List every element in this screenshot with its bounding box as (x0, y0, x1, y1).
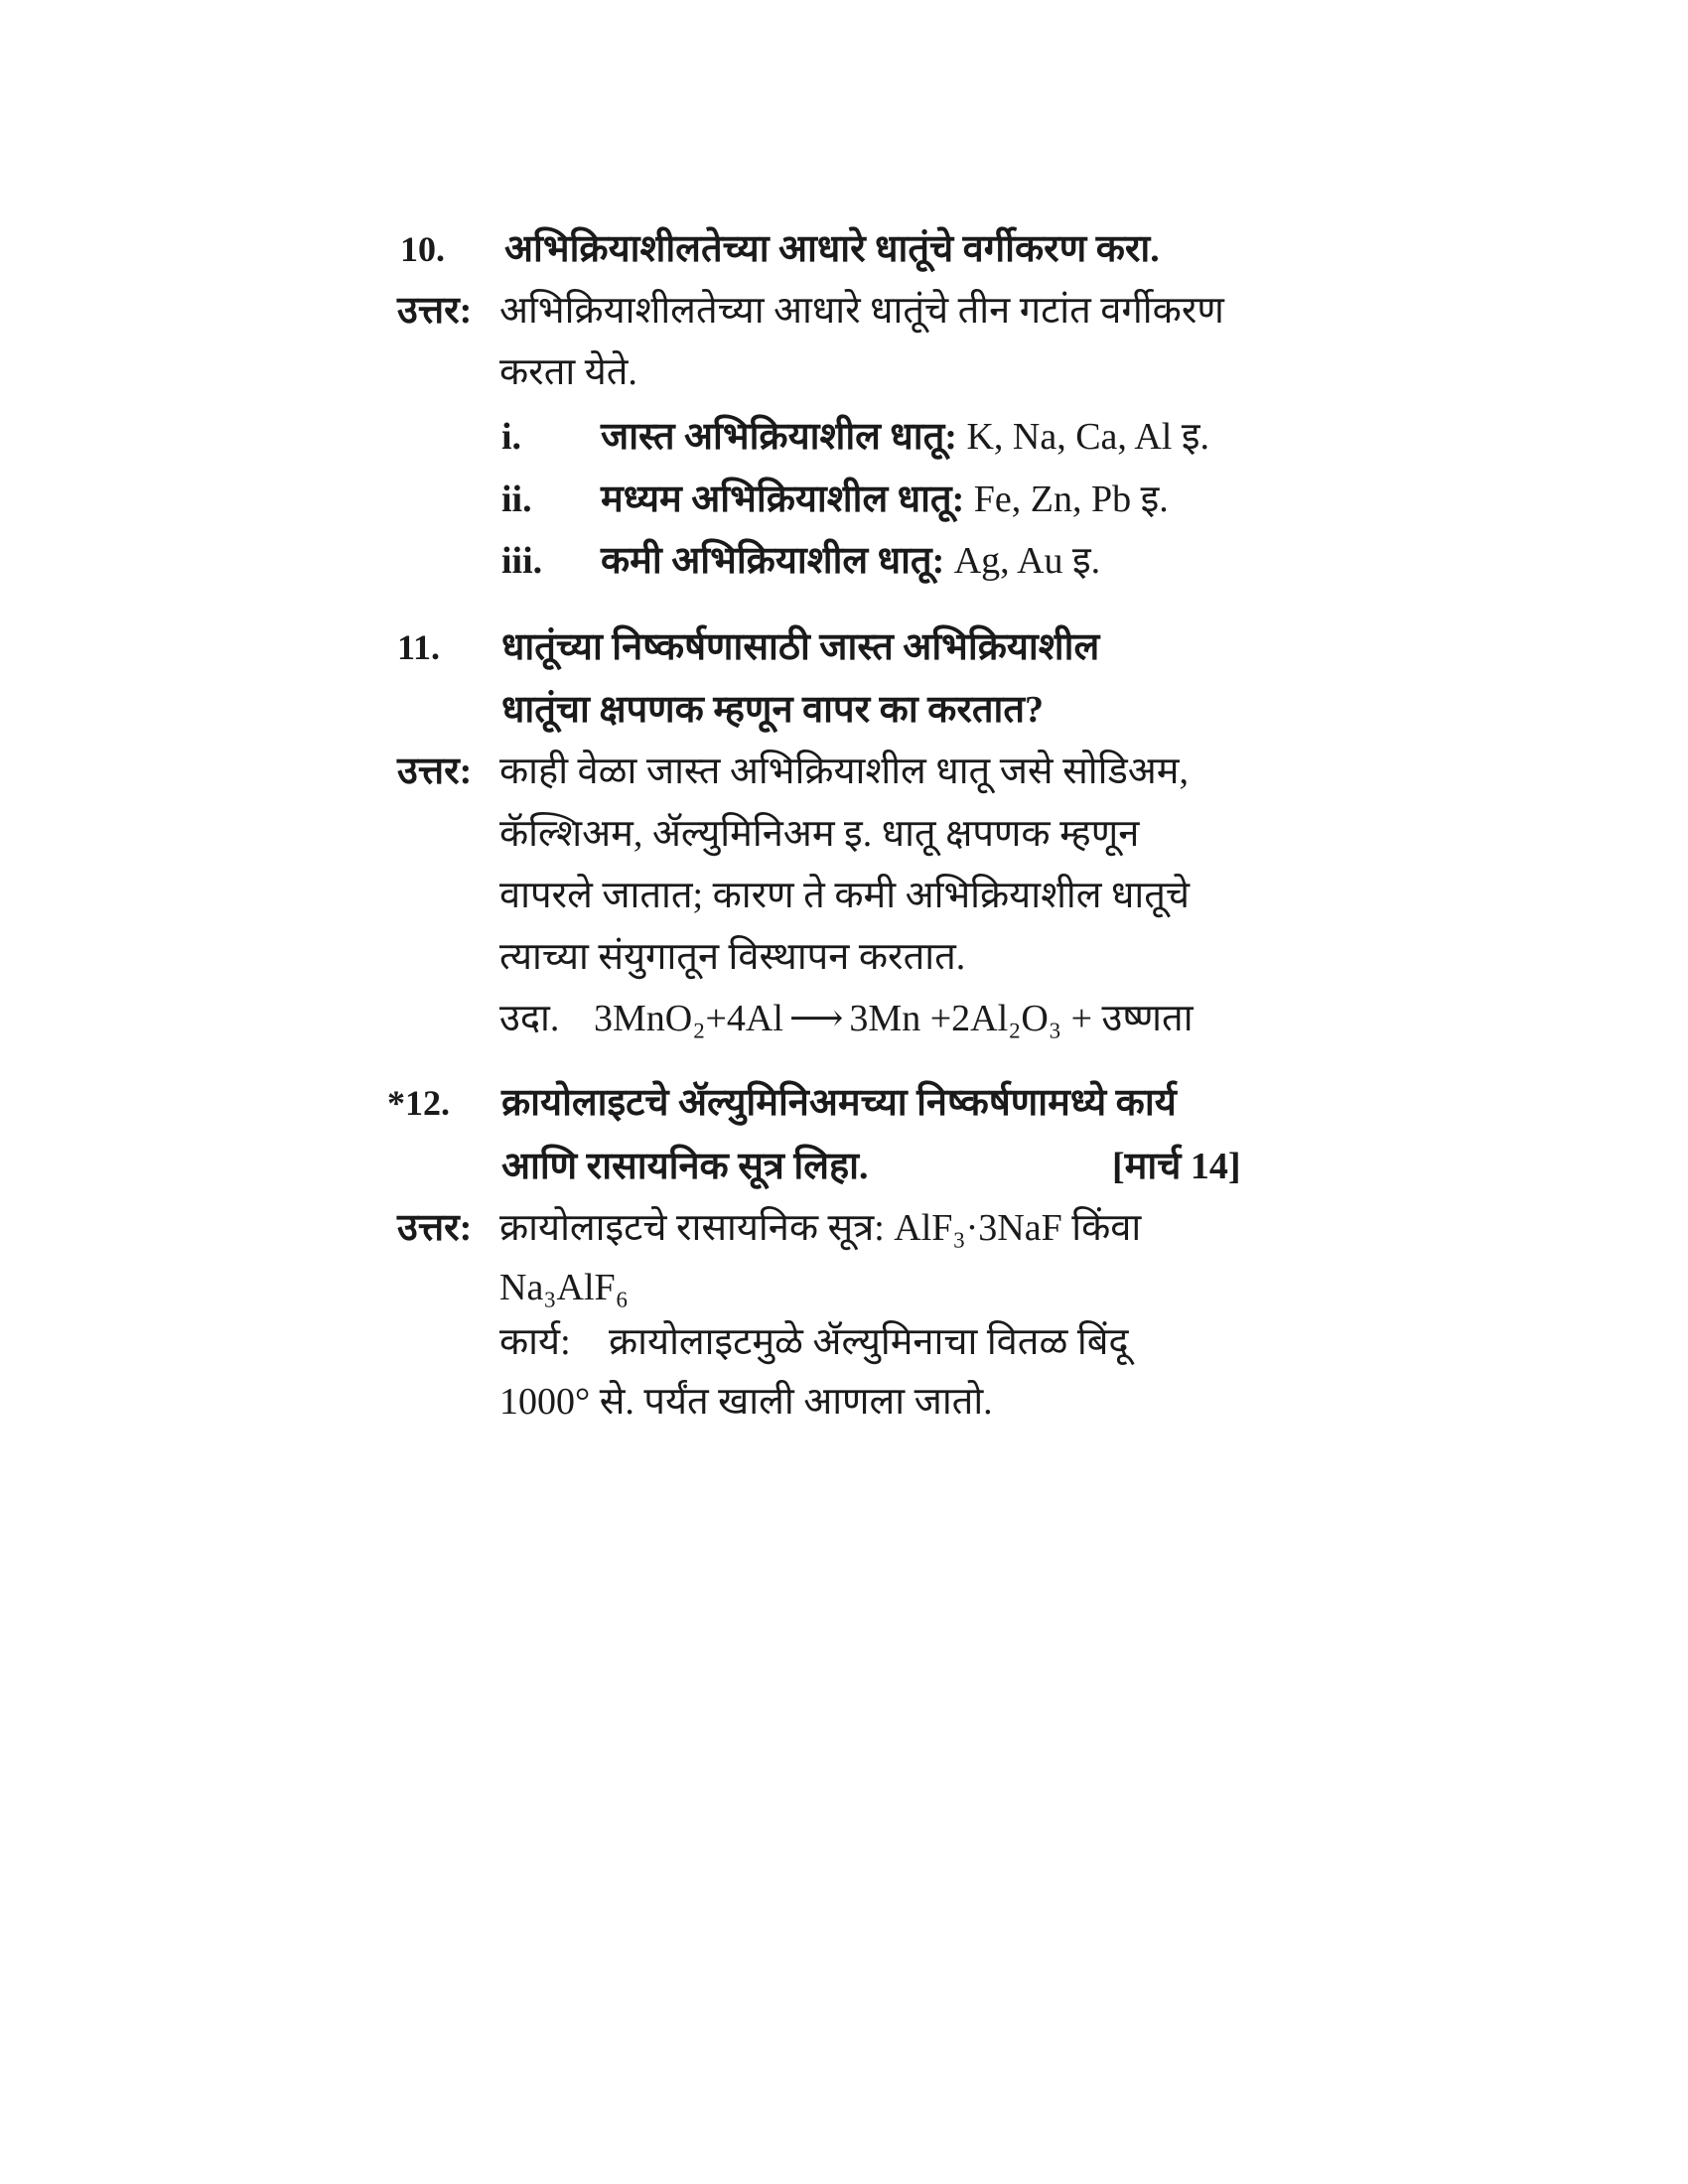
answer-text: कॅल्शिअम, ॲल्युमिनिअम इ. धातू क्षपणक म्हणून (499, 813, 1140, 855)
list-marker: iii. (501, 540, 543, 582)
function-line: क्रायोलाइटमुळे ॲल्युमिनाचा वितळ बिंदू (609, 1321, 1129, 1363)
question-text: क्रायोलाइटचे ॲल्युमिनिअमच्या निष्कर्षणामध्ये कार्य (501, 1082, 1177, 1124)
exam-tag: [मार्च 14] (1112, 1146, 1241, 1187)
list-item (501, 475, 1169, 524)
answer-text: करता येते. (499, 351, 637, 393)
list-item (501, 412, 1209, 462)
list-term: मध्यम अभिक्रियाशील धातू: (601, 478, 965, 520)
answer-text: Na₃AlF₆ (499, 1267, 629, 1308)
list-marker: i. (501, 416, 522, 458)
list-item (501, 536, 1100, 586)
function-text (499, 1317, 1129, 1367)
equation-products: 3Mn +2Al₂O₃ + उष्णता (849, 998, 1194, 1039)
answer-label: उत्तर: (397, 290, 473, 332)
answer-label: उत्तर: (397, 1207, 473, 1249)
answer-label: उत्तर: (397, 751, 473, 792)
function-text: 1000° से. पर्यंत खाली आणला जातो. (499, 1381, 993, 1423)
list-value: Ag, Au इ. (953, 540, 1101, 582)
answer-text: काही वेळा जास्त अभिक्रियाशील धातू जसे सोडिअम, (499, 751, 1190, 792)
answer-text: अभिक्रियाशीलतेच्या आधारे धातूंचे तीन गटांत वर्गीकरण (499, 290, 1224, 332)
answer-text: वापरले जातात; कारण ते कमी अभिक्रियाशील धातूचे (499, 875, 1191, 916)
question-number: *12. (387, 1083, 450, 1123)
list-value: K, Na, Ca, Al इ. (966, 416, 1209, 458)
question-number: 10. (400, 229, 445, 269)
answer-text: त्याच्या संयुगातून विस्थापन करतात. (499, 936, 966, 978)
function-label: कार्य: (499, 1321, 571, 1363)
example-equation (499, 994, 1194, 1043)
list-marker: ii. (501, 478, 532, 520)
list-term: जास्त अभिक्रियाशील धातू: (601, 416, 957, 458)
question-text: धातूंचा क्षपणक म्हणून वापर का करतात? (501, 689, 1045, 731)
example-label: उदा. (499, 998, 560, 1039)
question-text: अभिक्रियाशीलतेच्या आधारे धातूंचे वर्गीकरण करा. (504, 228, 1160, 270)
question-text: धातूंच्या निष्कर्षणासाठी जास्त अभिक्रियाशील (501, 626, 1100, 668)
list-term: कमी अभिक्रियाशील धातू: (601, 540, 945, 582)
question-number: 11. (397, 627, 441, 667)
list-value: Fe, Zn, Pb इ. (973, 478, 1169, 520)
answer-text: क्रायोलाइटचे रासायनिक सूत्र: AlF₃·3NaF किंवा (499, 1207, 1142, 1249)
question-text: आणि रासायनिक सूत्र लिहा. (501, 1146, 869, 1187)
reaction-arrow-icon: ⟶ (788, 998, 844, 1039)
equation-reactants: 3MnO₂+4Al (594, 998, 783, 1039)
